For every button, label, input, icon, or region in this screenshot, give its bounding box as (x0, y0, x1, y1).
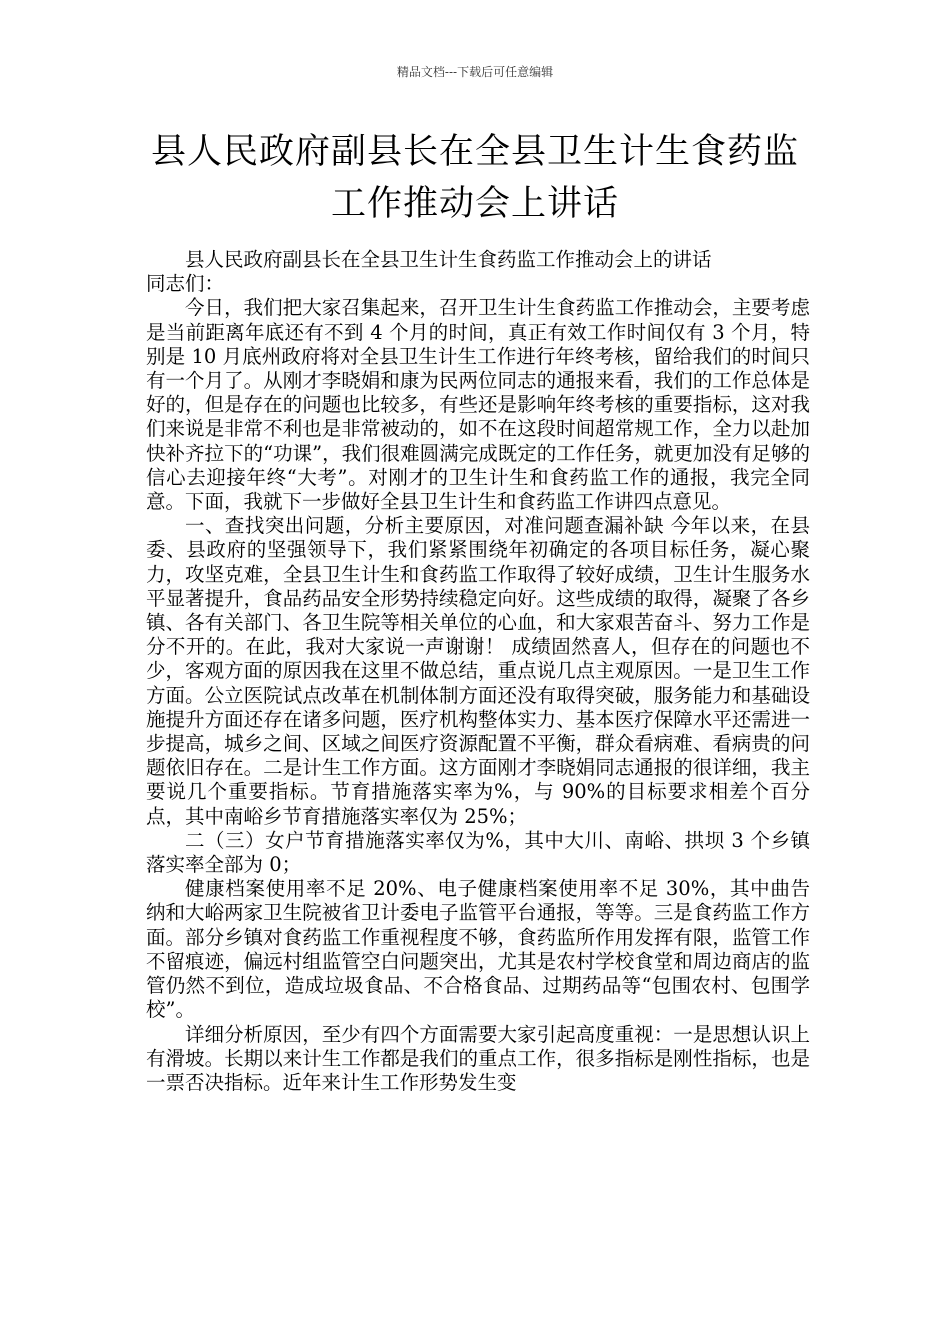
paragraph-analysis: 详细分析原因，至少有四个方面需要大家引起高度重视：一是思想认识上有滑坡。长期以来计生工作都是我们的重点工作，很多指标是刚性指标，也是一票否决指标。近年来计生工作形势发生变 (146, 1022, 810, 1094)
paragraph-salutation: 同志们： (146, 272, 225, 296)
document-title (100, 126, 850, 230)
title-line-1: 县人民政府副县长在全县卫生计生食药监 (150, 132, 799, 172)
paragraph-health-records: 健康档案使用率不足 20%、电子健康档案使用率不足 30%，其中曲告纳和大峪两家卫生院被省卫计委电子监管平台通报，等等。三是食药监工作方面。部分乡镇对食药监工作重视程度不够，食药监所作用发挥有限，监管工作不留痕迹，偏远村组监管空白问题突出，尤其是农村学校食堂和周边商店的监管仍然不到位，造成垃圾食品、不合格食品、过期药品等“包围农村、包围学校”。 (146, 877, 810, 1022)
document-body (146, 248, 810, 1095)
title-line-2: 工作推动会上讲话 (330, 184, 619, 224)
paragraph-section-one: 一、查找突出问题，分析主要原因，对准问题查漏补缺 今年以来，在县委、县政府的坚强领导下，我们紧紧围绕年初确定的各项目标任务，凝心聚力，攻坚克难，全县卫生计生和食药监工作取得了较好成绩，卫生计生服务水平显著提升，食品药品安全形势持续稳定向好。这些成绩的取得，凝聚了各乡镇、各有关部门、各卫生院等相关单位的心血，和大家艰苦奋斗、努力工作是分不开的。在此，我对大家说一声谢谢！ 成绩固然喜人，但存在的问题也不少，客观方面的原因我在这里不做总结，重点说几点主观原因。一是卫生工作方面。公立医院试点改革在机制体制方面还没有取得突破，服务能力和基础设施提升方面还存在诸多问题，医疗机构整体实力、基本医疗保障水平还需进一步提高，城乡之间、区域之间医疗资源配置不平衡，群众看病难、看病贵的问题依旧存在。二是计生工作方面。这方面刚才李晓娟同志通报的很详细，我主要说几个重要指标。节育措施落实率为%，与 90%的目标要求相差个百分点，其中南峪乡节育措施落实率仅为 25%； (146, 514, 810, 828)
header-note: 精品文档---下载后可任意编辑 (396, 65, 554, 79)
paragraph-intro: 今日，我们把大家召集起来，召开卫生计生食药监工作推动会，主要考虑是当前距离年底还有不到 4 个月的时间，真正有效工作时间仅有 3 个月，特别是 10 月底州政府将对全县卫生计生工作进行年终考核，留给我们的时间只有一个月了。从刚才李晓娟和康为民两位同志的通报来看，我们的工作总体是好的，但是存在的问题也比较多，有些还是影响年终考核的重要指标，这对我们来说是非常不利也是非常被动的，如不在这段时间超常规工作，全力以赴加快补齐拉下的“功课”，我们很难圆满完成既定的工作任务，就更加没有足够的信心去迎接年终“大考”。对刚才的卫生计生和食药监工作的通报，我完全同意。下面，我就下一步做好全县卫生计生和食药监工作讲四点意见。 (146, 296, 810, 514)
paragraph-section-two: 二（三）女户节育措施落实率仅为%，其中大川、南峪、拱坝 3 个乡镇落实率全部为 0； (146, 828, 810, 877)
paragraph-subtitle: 县人民政府副县长在全县卫生计生食药监工作推动会上的讲话 (185, 248, 712, 271)
